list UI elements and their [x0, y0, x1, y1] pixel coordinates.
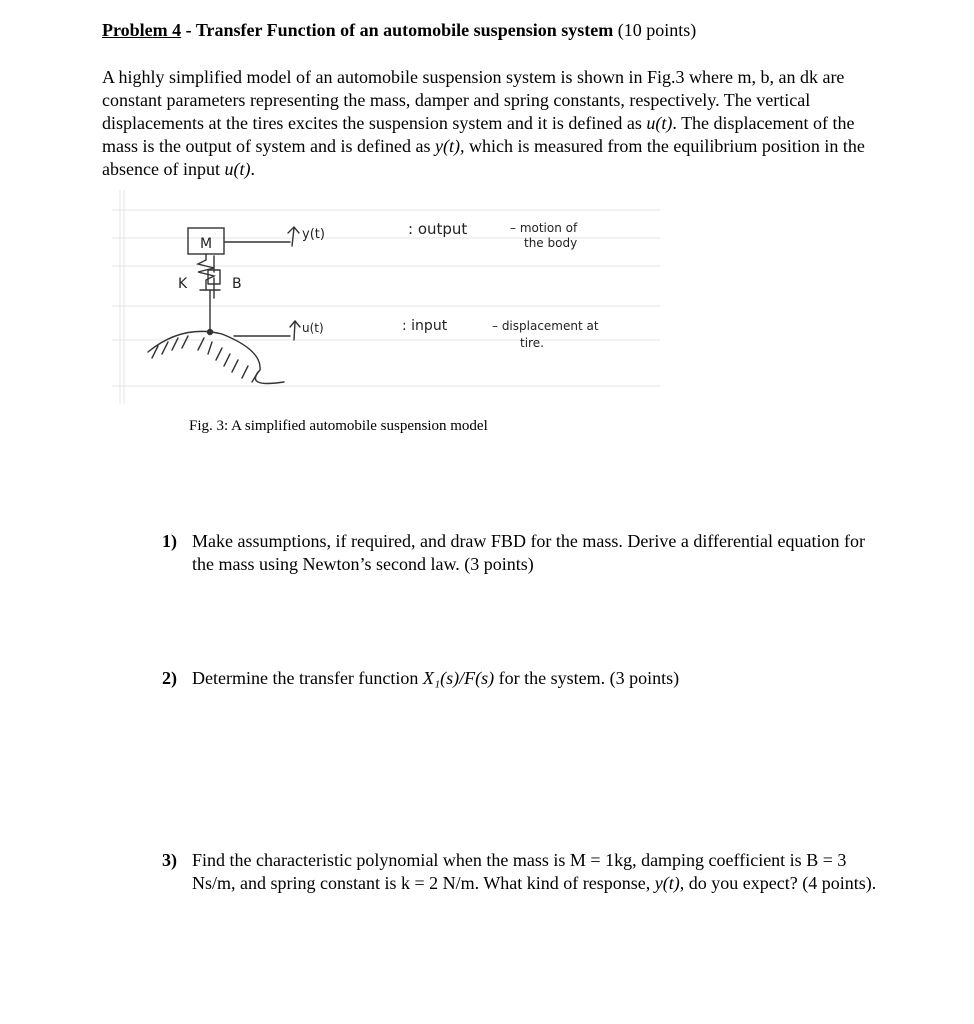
intro-text-3: which is measured from the equilibrium position in the absence of input — [102, 136, 865, 179]
question-3-text-post: , do you expect? (4 points). — [679, 873, 877, 893]
question-2-expression: X₁(s)/F(s) — [422, 668, 495, 688]
question-3 — [162, 849, 882, 895]
intro-u-2: u(t) — [224, 159, 251, 179]
grid-lines — [112, 190, 660, 404]
question-1-text: Make assumptions, if required, and draw FBD for the mass. Derive a differential equation for the mass using Newton’s second law. (3 points) — [192, 531, 865, 574]
intro-text-1: A highly simplified model of an automobile suspension system is shown in Fig.3 where m, b, an dk are constant parameters representing the mass, damper and spring constants, respectively. The vertical displacements at the tires excites the suspension system and it is defined as — [102, 67, 845, 133]
intro-u-1: u(t) — [646, 113, 673, 133]
input-note-2: – displacement at — [492, 319, 599, 333]
output-note-2: – motion of — [510, 221, 578, 235]
intro-text-2: . The displacement of the mass is the output of system and is defined as — [102, 113, 855, 156]
question-3-expression: y(t) — [654, 873, 680, 893]
intro-text-4: . — [250, 159, 255, 179]
title-separator: - — [181, 20, 196, 40]
damper-label: B — [232, 276, 242, 292]
suspension-figure — [112, 190, 660, 404]
tire-arc — [148, 331, 284, 383]
problem-title — [102, 20, 922, 41]
question-2-body — [192, 667, 882, 690]
axle-post — [200, 290, 220, 330]
input-note-3: tire. — [520, 336, 544, 350]
output-symbol: y(t) — [302, 227, 325, 242]
input-note-1: : input — [402, 318, 448, 334]
title-points: (10 points) — [617, 20, 697, 40]
input-arrow — [290, 321, 300, 340]
road-hatching — [152, 336, 258, 382]
mass-label: M — [200, 236, 213, 252]
problem-number: Problem 4 — [102, 20, 182, 40]
intro-y-1: y(t), — [434, 136, 465, 156]
output-arrow — [288, 227, 299, 246]
question-3-text-pre: Find the characteristic polynomial when the mass is M = 1kg, damping coefficient is B = 3 Ns/m, and spring constant is k = 2 N/m. What kind of response, — [192, 850, 847, 893]
question-1-number: 1) — [162, 531, 177, 551]
output-note-3: the body — [524, 236, 578, 250]
input-symbol: u(t) — [302, 321, 324, 335]
question-3-number: 3) — [162, 850, 177, 870]
figure-caption: Fig. 3: A simplified automobile suspension model — [189, 418, 488, 434]
output-note-1: : output — [408, 220, 468, 238]
intro-paragraph — [102, 66, 892, 181]
question-2-text-post: for the system. (3 points) — [494, 668, 680, 688]
suspension-sketch — [112, 190, 660, 404]
spring-label: K — [178, 276, 188, 292]
question-1 — [162, 530, 882, 576]
question-2-number: 2) — [162, 668, 177, 688]
question-2 — [162, 667, 882, 690]
question-2-text-pre: Determine the transfer function — [192, 668, 423, 688]
title-text: Transfer Function of an automobile suspension system — [195, 20, 614, 40]
question-3-body — [192, 849, 882, 895]
